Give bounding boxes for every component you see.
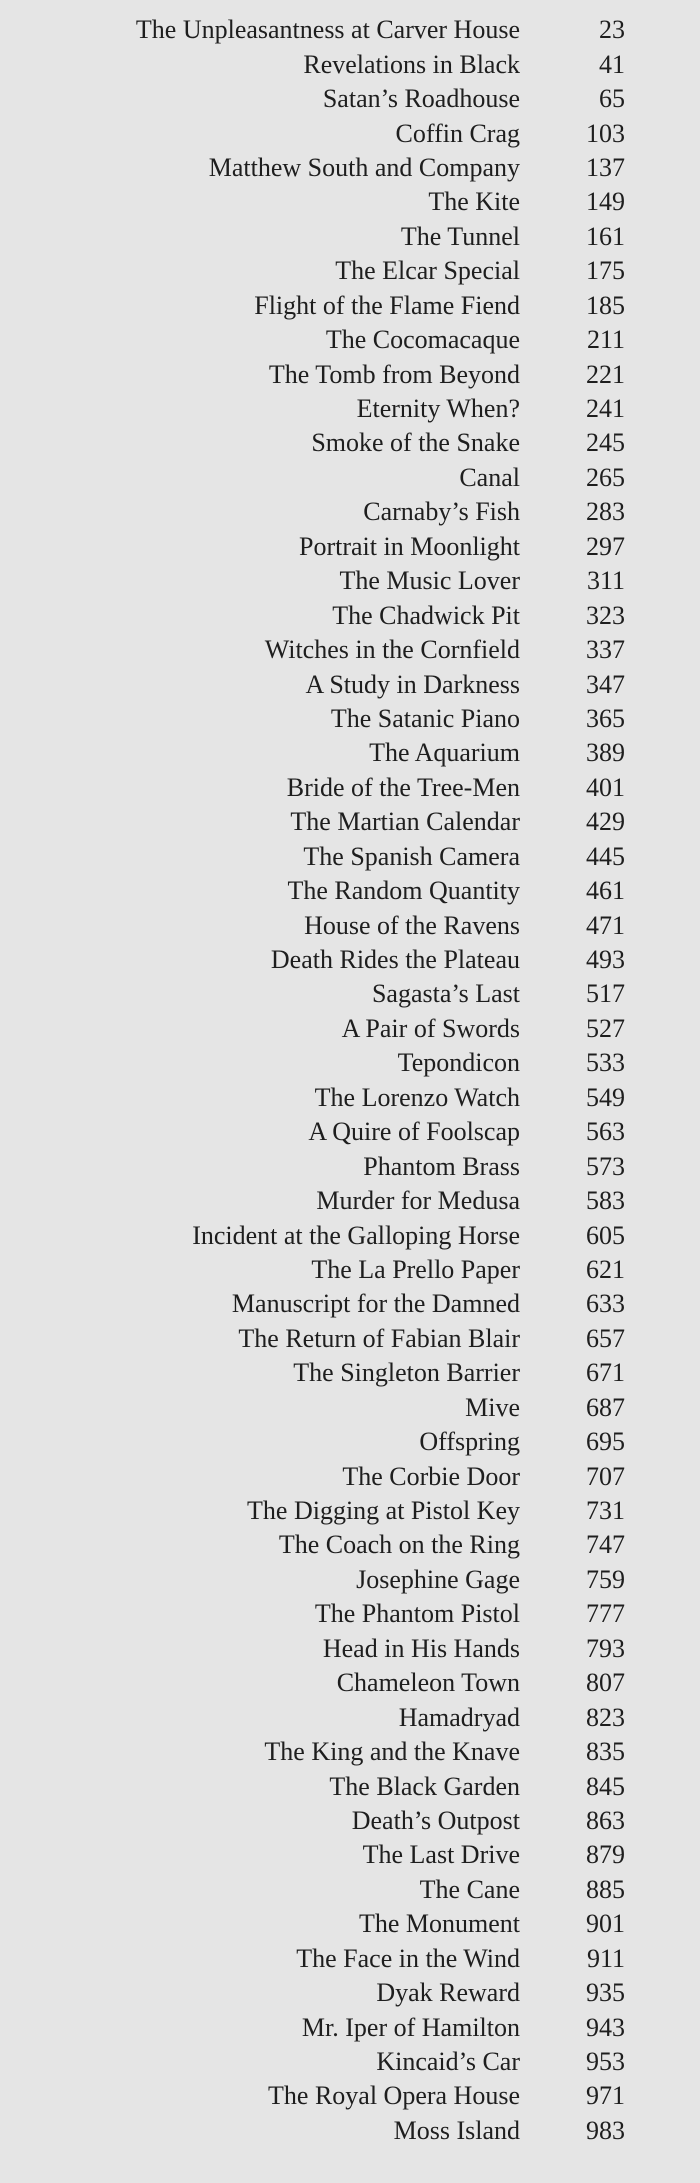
story-title: Chameleon Town bbox=[336, 1668, 520, 1698]
toc-entry bbox=[0, 151, 700, 185]
toc-entry bbox=[0, 289, 700, 323]
story-title: Eternity When? bbox=[356, 394, 520, 424]
toc-entry bbox=[0, 1907, 700, 1941]
page-number: 211 bbox=[586, 325, 625, 355]
story-title: The Satanic Piano bbox=[330, 703, 520, 733]
toc-entry bbox=[0, 1942, 700, 1976]
toc-entry bbox=[0, 736, 700, 770]
story-title: A Study in Darkness bbox=[305, 669, 520, 699]
page-number: 461 bbox=[586, 876, 625, 906]
story-title: The Chadwick Pit bbox=[332, 600, 520, 630]
story-title: Witches in the Cornfield bbox=[264, 635, 520, 665]
page-number: 241 bbox=[586, 394, 625, 424]
toc-entry bbox=[0, 1838, 700, 1872]
page-number: 311 bbox=[586, 566, 625, 596]
story-title: Tepondicon bbox=[397, 1048, 520, 1078]
page-number: 885 bbox=[586, 1874, 625, 1904]
toc-entry bbox=[0, 2079, 700, 2113]
page-number: 517 bbox=[586, 979, 625, 1009]
toc-entry bbox=[0, 1804, 700, 1838]
page-number: 971 bbox=[586, 2081, 625, 2111]
page-number: 671 bbox=[586, 1358, 625, 1388]
story-title: The King and the Knave bbox=[264, 1737, 520, 1767]
page-number: 185 bbox=[586, 290, 625, 320]
story-title: Flight of the Flame Fiend bbox=[254, 290, 520, 320]
page-number: 563 bbox=[586, 1117, 625, 1147]
toc-entry bbox=[0, 461, 700, 495]
toc-entry bbox=[0, 426, 700, 460]
page-number: 879 bbox=[586, 1840, 625, 1870]
page-number: 633 bbox=[586, 1289, 625, 1319]
story-title: Phantom Brass bbox=[363, 1151, 520, 1181]
story-title: The Martian Calendar bbox=[290, 807, 520, 837]
page-number: 731 bbox=[586, 1496, 625, 1526]
page-number: 657 bbox=[586, 1323, 625, 1353]
page-number: 549 bbox=[586, 1082, 625, 1112]
toc-entry bbox=[0, 1459, 700, 1493]
story-title: Satan’s Roadhouse bbox=[322, 84, 520, 114]
page-number: 943 bbox=[586, 2012, 625, 2042]
page-number: 389 bbox=[586, 738, 625, 768]
page-number: 695 bbox=[586, 1427, 625, 1457]
page-number: 793 bbox=[586, 1633, 625, 1663]
page-number: 493 bbox=[586, 945, 625, 975]
page-number: 533 bbox=[586, 1048, 625, 1078]
toc-entry bbox=[0, 1012, 700, 1046]
page-number: 471 bbox=[586, 910, 625, 940]
story-title: Coffin Crag bbox=[395, 118, 520, 148]
toc-entry bbox=[0, 357, 700, 391]
toc-entry bbox=[0, 1563, 700, 1597]
toc-entry bbox=[0, 1391, 700, 1425]
story-title: The Digging at Pistol Key bbox=[247, 1496, 520, 1526]
story-title: The Tunnel bbox=[400, 221, 520, 251]
toc-entry bbox=[0, 1149, 700, 1183]
page-number: 365 bbox=[586, 703, 625, 733]
toc-entry bbox=[0, 1597, 700, 1631]
page-number: 845 bbox=[586, 1771, 625, 1801]
toc-entry bbox=[0, 1184, 700, 1218]
page-number: 901 bbox=[586, 1909, 625, 1939]
toc-entry bbox=[0, 564, 700, 598]
toc-entry bbox=[0, 805, 700, 839]
story-title: The Aquarium bbox=[369, 738, 520, 768]
toc-entry bbox=[0, 633, 700, 667]
toc-entry bbox=[0, 1081, 700, 1115]
toc-entry bbox=[0, 1287, 700, 1321]
page-number: 445 bbox=[586, 841, 625, 871]
toc-entry bbox=[0, 116, 700, 150]
toc-entry bbox=[0, 1218, 700, 1252]
story-title: The Monument bbox=[358, 1909, 520, 1939]
story-title: Revelations in Black bbox=[303, 49, 520, 79]
toc-entry bbox=[0, 1253, 700, 1287]
page-number: 583 bbox=[586, 1186, 625, 1216]
page-number: 747 bbox=[586, 1530, 625, 1560]
toc-entry bbox=[0, 598, 700, 632]
story-title: Portrait in Moonlight bbox=[299, 531, 520, 561]
story-title: The Kite bbox=[428, 187, 520, 217]
toc-entry bbox=[0, 908, 700, 942]
page-number: 935 bbox=[586, 1978, 625, 2008]
story-title: The Return of Fabian Blair bbox=[238, 1323, 520, 1353]
story-title: Smoke of the Snake bbox=[311, 428, 520, 458]
toc-entry bbox=[0, 840, 700, 874]
story-title: Mr. Iper of Hamilton bbox=[301, 2012, 520, 2042]
story-title: The Unpleasantness at Carver House bbox=[135, 15, 520, 45]
page-number: 573 bbox=[586, 1151, 625, 1181]
page-number: 759 bbox=[586, 1564, 625, 1594]
page-number: 347 bbox=[586, 669, 625, 699]
toc-entry bbox=[0, 977, 700, 1011]
story-title: The Cocomacaque bbox=[325, 325, 520, 355]
page-number: 175 bbox=[586, 256, 625, 286]
story-title: The Spanish Camera bbox=[303, 841, 520, 871]
page-number: 983 bbox=[586, 2115, 625, 2145]
toc-entry bbox=[0, 1873, 700, 1907]
story-title: Moss Island bbox=[393, 2115, 520, 2145]
toc-entry bbox=[0, 943, 700, 977]
page-number: 337 bbox=[586, 635, 625, 665]
story-title: Murder for Medusa bbox=[316, 1186, 520, 1216]
toc-entry bbox=[0, 702, 700, 736]
page-number: 807 bbox=[586, 1668, 625, 1698]
page-number: 265 bbox=[586, 462, 625, 492]
story-title: Head in His Hands bbox=[322, 1633, 520, 1663]
story-title: The Face in the Wind bbox=[296, 1943, 520, 1973]
page-number: 221 bbox=[586, 359, 625, 389]
toc-entry bbox=[0, 220, 700, 254]
story-title: The Random Quantity bbox=[287, 876, 520, 906]
page-number: 835 bbox=[586, 1737, 625, 1767]
page-number: 103 bbox=[586, 118, 625, 148]
toc-entry bbox=[0, 495, 700, 529]
toc-entry bbox=[0, 2114, 700, 2148]
toc-entry bbox=[0, 392, 700, 426]
toc-entry bbox=[0, 82, 700, 116]
page-number: 621 bbox=[586, 1254, 625, 1284]
story-title: A Quire of Foolscap bbox=[308, 1117, 520, 1147]
page-number: 65 bbox=[599, 84, 625, 114]
toc-entry bbox=[0, 667, 700, 701]
story-title: Offspring bbox=[419, 1427, 520, 1457]
story-title: Dyak Reward bbox=[376, 1978, 520, 2008]
page-number: 161 bbox=[586, 221, 625, 251]
toc-entry bbox=[0, 771, 700, 805]
story-title: The Royal Opera House bbox=[268, 2081, 520, 2111]
story-title: House of the Ravens bbox=[304, 910, 520, 940]
toc-entry bbox=[0, 1046, 700, 1080]
page-number: 401 bbox=[586, 772, 625, 802]
page-number: 953 bbox=[586, 2047, 625, 2077]
toc-entry bbox=[0, 1425, 700, 1459]
page-number: 41 bbox=[599, 49, 625, 79]
page-number: 911 bbox=[586, 1943, 625, 1973]
story-title: The Black Garden bbox=[329, 1771, 520, 1801]
toc-entry bbox=[0, 1356, 700, 1390]
story-title: Carnaby’s Fish bbox=[363, 497, 520, 527]
story-title: Manuscript for the Damned bbox=[231, 1289, 520, 1319]
story-title: The Tomb from Beyond bbox=[268, 359, 520, 389]
page-number: 323 bbox=[586, 600, 625, 630]
story-title: Bride of the Tree-Men bbox=[286, 772, 520, 802]
story-title: Josephine Gage bbox=[356, 1564, 520, 1594]
toc-entry bbox=[0, 874, 700, 908]
page-number: 245 bbox=[586, 428, 625, 458]
story-title: The Music Lover bbox=[339, 566, 520, 596]
toc-entry bbox=[0, 1666, 700, 1700]
toc-entry bbox=[0, 1735, 700, 1769]
story-title: Matthew South and Company bbox=[208, 152, 520, 182]
story-title: The Last Drive bbox=[362, 1840, 520, 1870]
page-number: 23 bbox=[599, 15, 625, 45]
story-title: Death’s Outpost bbox=[351, 1805, 520, 1835]
story-title: Incident at the Galloping Horse bbox=[192, 1220, 520, 1250]
page-number: 707 bbox=[586, 1461, 625, 1491]
story-title: The La Prello Paper bbox=[311, 1254, 520, 1284]
toc-entry bbox=[0, 254, 700, 288]
page-number: 605 bbox=[586, 1220, 625, 1250]
story-title: Mive bbox=[465, 1392, 520, 1422]
story-title: The Elcar Special bbox=[335, 256, 520, 286]
story-title: Kincaid’s Car bbox=[376, 2047, 520, 2077]
page-number: 823 bbox=[586, 1702, 625, 1732]
story-title: The Lorenzo Watch bbox=[314, 1082, 520, 1112]
story-title: The Singleton Barrier bbox=[293, 1358, 520, 1388]
story-title: The Corbie Door bbox=[342, 1461, 520, 1491]
story-title: Sagasta’s Last bbox=[371, 979, 520, 1009]
page-number: 429 bbox=[586, 807, 625, 837]
page-number: 687 bbox=[586, 1392, 625, 1422]
toc-entry bbox=[0, 1322, 700, 1356]
page-number: 137 bbox=[586, 152, 625, 182]
toc-entry bbox=[0, 1976, 700, 2010]
toc-entry bbox=[0, 1632, 700, 1666]
toc-entry bbox=[0, 13, 700, 47]
toc-entry bbox=[0, 185, 700, 219]
toc-entry bbox=[0, 1494, 700, 1528]
toc-entry bbox=[0, 323, 700, 357]
page-number: 297 bbox=[586, 531, 625, 561]
toc-entry bbox=[0, 1528, 700, 1562]
toc-entry bbox=[0, 1700, 700, 1734]
story-title: Death Rides the Plateau bbox=[270, 945, 520, 975]
toc-entry bbox=[0, 1115, 700, 1149]
toc-entry bbox=[0, 47, 700, 81]
story-title: The Coach on the Ring bbox=[278, 1530, 520, 1560]
page-number: 863 bbox=[586, 1805, 625, 1835]
toc-entry bbox=[0, 2045, 700, 2079]
toc-entry bbox=[0, 530, 700, 564]
story-title: The Cane bbox=[419, 1874, 520, 1904]
page-number: 777 bbox=[586, 1599, 625, 1629]
toc-entry bbox=[0, 2010, 700, 2044]
story-title: Hamadryad bbox=[398, 1702, 520, 1732]
page-number: 149 bbox=[586, 187, 625, 217]
page-number: 283 bbox=[586, 497, 625, 527]
story-title: A Pair of Swords bbox=[341, 1013, 520, 1043]
story-title: Canal bbox=[459, 462, 520, 492]
page-number: 527 bbox=[586, 1013, 625, 1043]
toc-entry bbox=[0, 1769, 700, 1803]
story-title: The Phantom Pistol bbox=[314, 1599, 520, 1629]
